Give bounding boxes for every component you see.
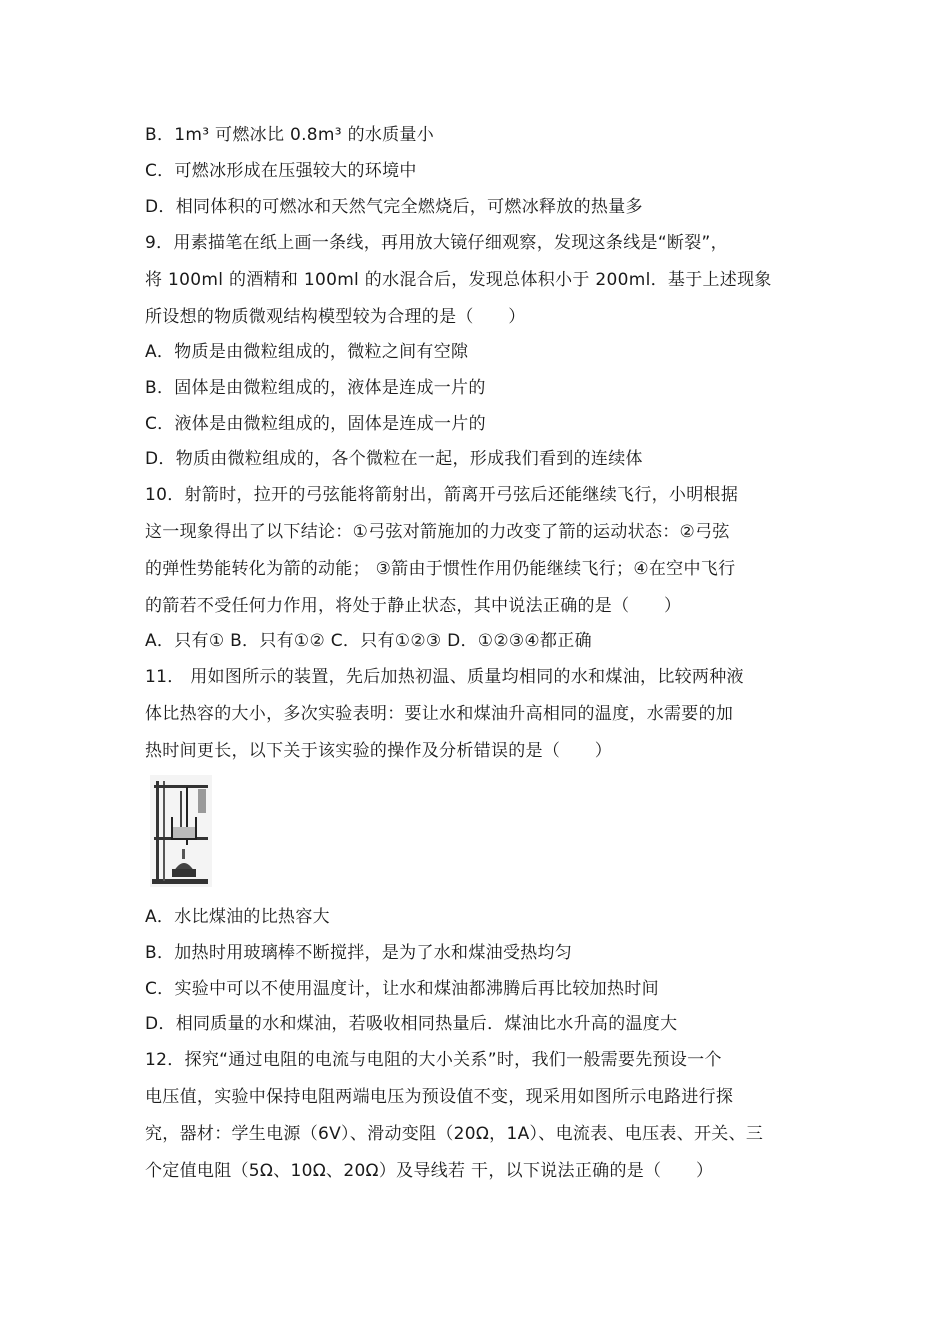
q11-option-d: D．相同质量的水和煤油，若吸收相同热量后．煤油比水升高的温度大 [145, 1014, 678, 1034]
q9-option-d: D．物质由微粒组成的，各个微粒在一起，形成我们看到的连续体 [145, 449, 643, 469]
q9-option-b: B．固体是由微粒组成的，液体是连成一片的 [145, 378, 486, 398]
q9-stem-line-3: 所设想的物质微观结构模型较为合理的是（ ） [145, 307, 526, 327]
q9-stem-line-2: 将 100ml 的酒精和 100ml 的水混合后，发现总体积小于 200ml．基于上述现象 [145, 270, 772, 290]
q12-stem-line-3: 究，器材：学生电源（6V）、滑动变阻（20Ω，1A）、电流表、电压表、开关、三 [145, 1124, 764, 1144]
q12-stem-line-2: 电压值，实验中保持电阻两端电压为预设值不变，现采用如图所示电路进行探 [145, 1087, 734, 1107]
q8-option-b: B．1m³ 可燃冰比 0.8m³ 的水质量小 [145, 125, 435, 145]
q9-stem-line-1: 9．用素描笔在纸上画一条线，再用放大镜仔细观察，发现这条线是“断裂”， [145, 233, 728, 253]
q9-option-a: A．物质是由微粒组成的，微粒之间有空隙 [145, 342, 469, 362]
heating-apparatus-figure [150, 775, 212, 887]
q11-stem-line-2: 体比热容的大小，多次实验表明：要让水和煤油升高相同的温度，水需要的加 [145, 704, 734, 724]
q10-options: A．只有① B．只有①② C．只有①②③ D．①②③④都正确 [145, 631, 592, 651]
q11-option-a: A．水比煤油的比热容大 [145, 907, 330, 927]
q11-option-b: B．加热时用玻璃棒不断搅拌，是为了水和煤油受热均匀 [145, 943, 573, 963]
q11-option-c: C．实验中可以不使用温度计，让水和煤油都沸腾后再比较加热时间 [145, 979, 659, 999]
q10-stem-line-1: 10．射箭时，拉开的弓弦能将箭射出，箭离开弓弦后还能继续飞行，小明根据 [145, 485, 739, 505]
q8-option-c: C．可燃冰形成在压强较大的环境中 [145, 161, 417, 181]
q10-stem-line-4: 的箭若不受任何力作用，将处于静止状态，其中说法正确的是（ ） [145, 596, 682, 616]
q11-stem-line-3: 热时间更长，以下关于该实验的操作及分析错误的是（ ） [145, 741, 613, 761]
q10-stem-line-2: 这一现象得出了以下结论：①弓弦对箭施加的力改变了箭的运动状态：②弓弦 [145, 522, 730, 542]
q11-stem-line-1: 11． 用如图所示的装置，先后加热初温、质量均相同的水和煤油，比较两种液 [145, 667, 744, 687]
q12-stem-line-1: 12．探究“通过电阻的电流与电阻的大小关系”时，我们一般需要先预设一个 [145, 1050, 722, 1070]
q12-stem-line-4: 个定值电阻（5Ω、10Ω、20Ω）及导线若 干，以下说法正确的是（ ） [145, 1161, 714, 1181]
q10-stem-line-3: 的弹性势能转化为箭的动能； ③箭由于惯性作用仍能继续飞行；④在空中飞行 [145, 559, 736, 579]
q8-option-d: D．相同体积的可燃冰和天然气完全燃烧后，可燃冰释放的热量多 [145, 197, 643, 217]
q9-option-c: C．液体是由微粒组成的，固体是连成一片的 [145, 414, 486, 434]
